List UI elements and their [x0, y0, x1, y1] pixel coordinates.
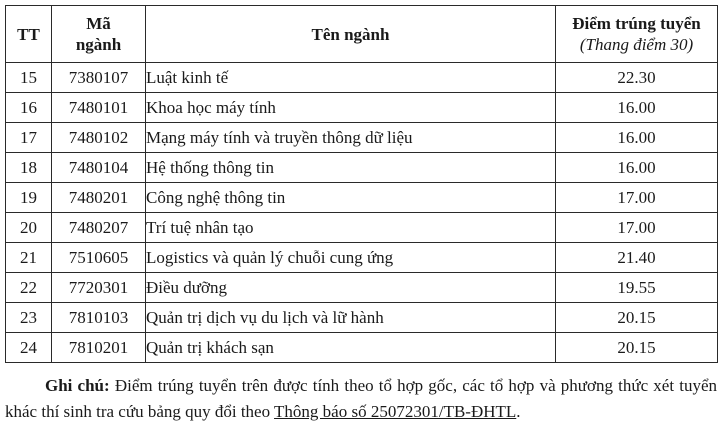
cell-tt: 22 [6, 273, 52, 303]
cell-major-name: Công nghệ thông tin [146, 183, 556, 213]
cell-major-name: Điều dưỡng [146, 273, 556, 303]
cell-tt: 17 [6, 123, 52, 153]
cell-score: 16.00 [556, 123, 718, 153]
cell-major-name: Hệ thống thông tin [146, 153, 556, 183]
header-code-line2: ngành [75, 35, 122, 54]
table-row [6, 243, 718, 273]
footnote-label: Ghi chú: [45, 376, 110, 395]
table-row [6, 213, 718, 243]
header-score-scale: (Thang điểm 30) [579, 35, 694, 54]
footnote-end: . [516, 402, 521, 421]
table-row [6, 153, 718, 183]
cell-tt: 23 [6, 303, 52, 333]
cell-major-name: Trí tuệ nhân tạo [146, 213, 556, 243]
footnote-text: Điểm trúng tuyển trên được tính theo tổ hợp gốc, các tổ hợp và phương thức xét tuyển khác thí sinh tra cứu bảng quy đổi theo [5, 376, 717, 421]
cell-score: 20.15 [556, 333, 718, 363]
cell-major-code: 7720301 [52, 273, 146, 303]
cell-major-name: Khoa học máy tính [146, 93, 556, 123]
cell-major-code: 7380107 [52, 63, 146, 93]
header-score [556, 6, 718, 63]
cell-score: 16.00 [556, 93, 718, 123]
header-score-line1: Điểm trúng tuyển [572, 14, 701, 33]
cell-score: 17.00 [556, 213, 718, 243]
cell-tt: 16 [6, 93, 52, 123]
table-row [6, 93, 718, 123]
header-major-name: Tên ngành [146, 6, 556, 63]
cell-major-code: 7480101 [52, 93, 146, 123]
header-major-code [52, 6, 146, 63]
table-row [6, 123, 718, 153]
table-header-row [6, 6, 718, 63]
cell-score: 20.15 [556, 303, 718, 333]
cell-tt: 21 [6, 243, 52, 273]
cell-major-name: Logistics và quản lý chuỗi cung ứng [146, 243, 556, 273]
cell-major-code: 7510605 [52, 243, 146, 273]
cell-major-name: Luật kinh tế [146, 63, 556, 93]
header-tt: TT [6, 6, 52, 63]
cell-tt: 18 [6, 153, 52, 183]
cell-tt: 15 [6, 63, 52, 93]
cell-score: 17.00 [556, 183, 718, 213]
cell-tt: 19 [6, 183, 52, 213]
cell-major-code: 7480207 [52, 213, 146, 243]
cell-major-code: 7810201 [52, 333, 146, 363]
header-code-line1: Mã [86, 14, 111, 33]
cell-major-name: Quản trị dịch vụ du lịch và lữ hành [146, 303, 556, 333]
cell-score: 21.40 [556, 243, 718, 273]
table-row [6, 63, 718, 93]
document-sheet [5, 5, 717, 442]
table-row [6, 273, 718, 303]
cell-major-code: 7480104 [52, 153, 146, 183]
announcement-link[interactable]: Thông báo số 25072301/TB-ĐHTL [274, 402, 517, 421]
cell-major-code: 7810103 [52, 303, 146, 333]
cell-tt: 20 [6, 213, 52, 243]
cell-score: 22.30 [556, 63, 718, 93]
table-row [6, 333, 718, 363]
cell-tt: 24 [6, 333, 52, 363]
footnote [5, 373, 717, 425]
cell-major-code: 7480102 [52, 123, 146, 153]
admission-score-table [5, 5, 718, 363]
cell-major-name: Mạng máy tính và truyền thông dữ liệu [146, 123, 556, 153]
cell-major-name: Quản trị khách sạn [146, 333, 556, 363]
table-row [6, 183, 718, 213]
table-row [6, 303, 718, 333]
cell-score: 16.00 [556, 153, 718, 183]
cell-major-code: 7480201 [52, 183, 146, 213]
cell-score: 19.55 [556, 273, 718, 303]
